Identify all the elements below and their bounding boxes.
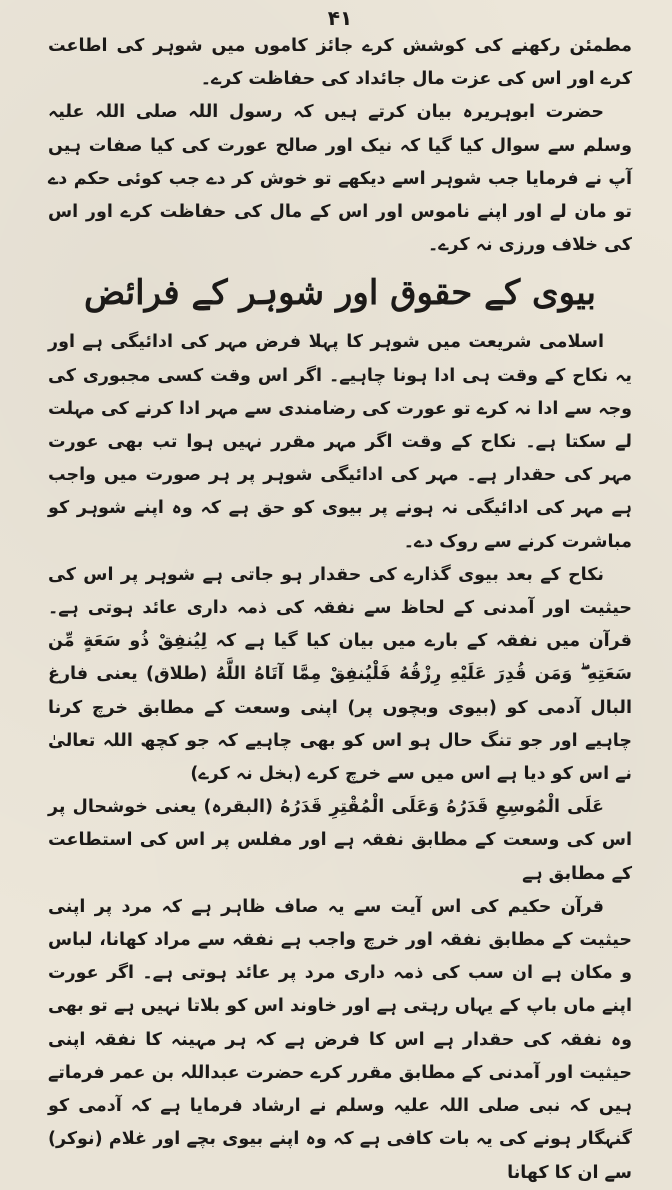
paragraph: حضرت ابوہریرہ بیان کرتے ہیں کہ رسول اللہ صلی اللہ علیہ وسلم سے سوال کیا گیا کہ نیک اور صالح عورت کی کیا صفات ہیں آپ نے فرمایا جب شوہر اسے دیکھے تو خوش کر دے جب کوئی حکم دے تو مان لے اور اپنے ناموس اور اس کے مال کی حفاظت کرے اور اس کی خلاف ورزی نہ کرے۔ <box>48 102 632 256</box>
paragraph: اسلامی شریعت میں شوہر کا پہلا فرض مہر کی ادائیگی ہے اور یہ نکاح کے وقت ہی ادا ہونا چاہیے۔ اگر اس وقت کسی مجبوری کی وجہ سے ادا نہ کرے تو عورت کی رضامندی سے مہر ادا کرنے کی مہلت لے سکتا ہے۔ نکاح کے وقت اگر مہر مقرر نہیں ہوا تب بھی عورت مہر کی حقدار ہے۔ مہر کی ادائیگی شوہر پر ہر صورت میں واجب ہے مہر کی ادائیگی نہ ہونے پر بیوی کو حق ہے کہ وہ اپنے شوہر کو مباشرت کرنے سے روک دے۔ <box>48 332 632 552</box>
text-before-heading <box>48 30 632 262</box>
text-after-heading <box>48 326 632 1189</box>
paragraph: عَلَى الْمُوسِعِ قَدَرُهُ وَعَلَى الْمُقْتِرِ قَدَرُهُ (البقرہ) یعنی خوشحال پر اس کی وسعت کے مطابق نفقہ ہے اور مفلس پر اس کی استطاعت کے مطابق ہے <box>48 797 632 884</box>
paragraph: مطمئن رکھنے کی کوشش کرے جائز کاموں میں شوہر کی اطاعت کرے اور اس کی عزت مال جائداد کی حفاظت کرے۔ <box>48 36 632 90</box>
section-heading: بیوی کے حقوق اور شوہر کے فرائض <box>84 273 596 314</box>
paragraph: قرآن حکیم کی اس آیت سے یہ صاف ظاہر ہے کہ مرد پر اپنی حیثیت کے مطابق نفقہ اور خرچ واجب ہے نفقہ سے مراد کھانا، لباس و مکان ہے ان سب کی ذمہ داری مرد پر عائد ہوتی ہے۔ اگر عورت اپنے ماں باپ کے یہاں رہتی ہے اور خاوند اس کو بلاتا نہیں ہے تو بھی وہ نفقہ کی حقدار ہے اس کا فرض ہے کہ ہر مہینہ کا نفقہ اپنی حیثیت اور آمدنی کے مطابق مقرر کرے حضرت عبداللہ بن عمر فرماتے ہیں کہ نبی صلی اللہ علیہ وسلم نے ارشاد فرمایا ہے کہ آدمی کو گنہگار ہونے کی یہ بات کافی ہے کہ وہ اپنے بیوی بچے اور غلام (نوکر) سے ان کا کھانا <box>48 896 632 1183</box>
paragraph: نکاح کے بعد بیوی گذارے کی حقدار ہو جاتی ہے شوہر پر اس کی حیثیت اور آمدنی کے لحاظ سے نفقہ کی ذمہ داری عائد ہوتی ہے۔ قرآن میں نفقہ کے بارے میں بیان کیا گیا ہے کہ لِيُنفِقْ ذُو سَعَةٍ مِّن سَعَتِهِ ۖ وَمَن قُدِرَ عَلَيْهِ رِزْقُهُ فَلْيُنفِقْ مِمَّا آتَاهُ اللَّهُ (طلاق) یعنی فارغ البال آدمی کو (بیوی وبچوں پر) اپنی وسعت کے مطابق خرچ کرنا چاہیے اور جو تنگ حال ہو اس کو بھی چاہیے کہ جو کچھ اللہ تعالیٰ نے اس کو دیا ہے اس میں سے خرچ کرے (بخل نہ کرے) <box>48 564 632 785</box>
page-number: ۴۱ <box>327 6 353 30</box>
